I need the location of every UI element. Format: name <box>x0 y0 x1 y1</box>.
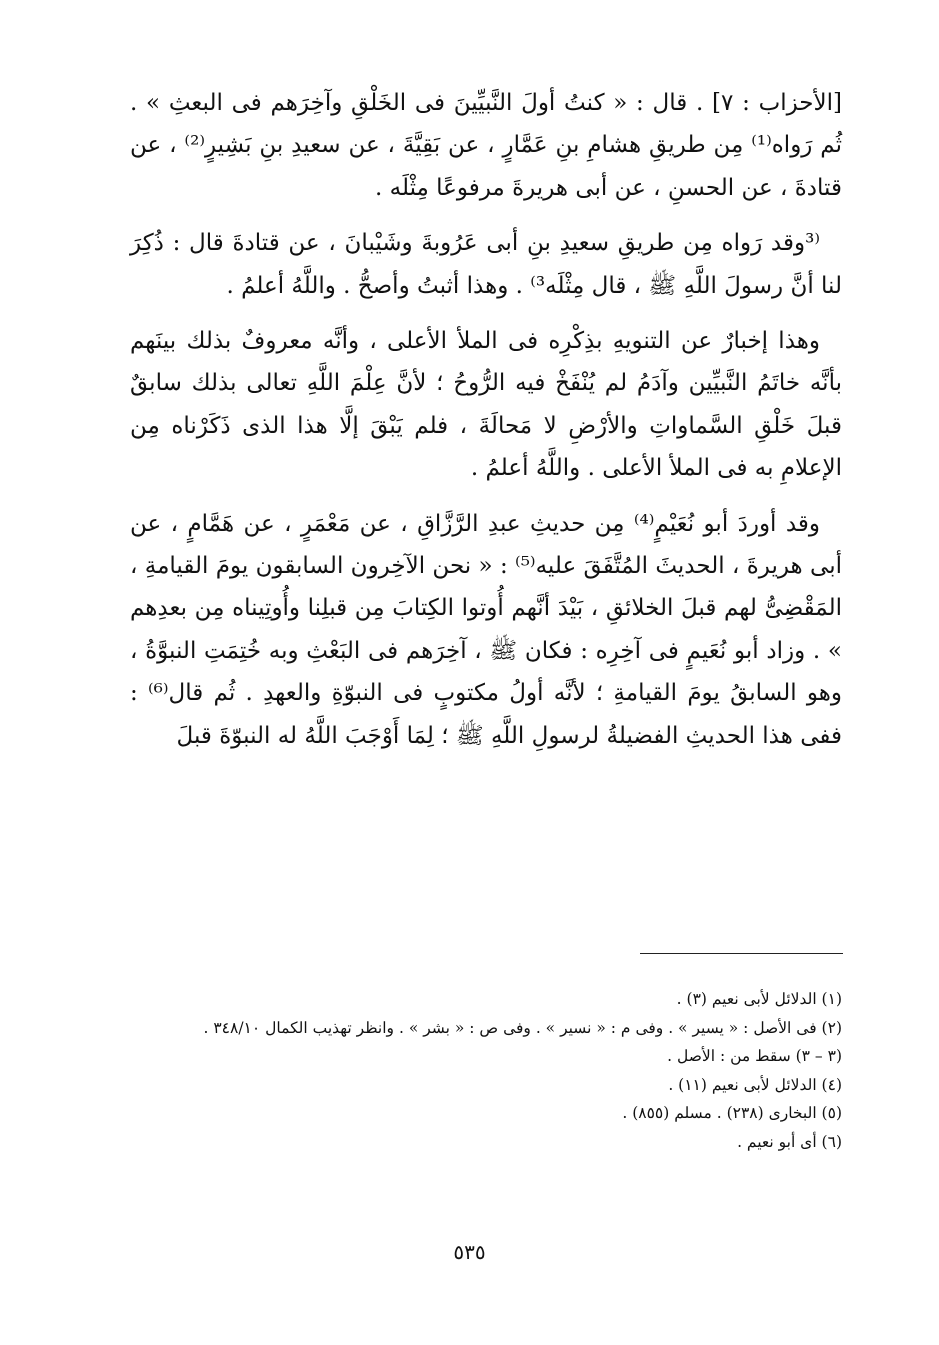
footnote: (١) الدلائل لأبى نعيم (٣) . <box>676 990 842 1008</box>
paragraph: وهذا إخبارٌ عن التنويهِ بذِكْرِه فى الملأ الأعلى ، وأنَّه معروفٌ بذلك بينَهم بأنَّه خاتَمُ النَّبيِّين وآدَمُ لم يُنْفَخْ فيه الرُّوحُ ؛ لأنَّ عِلْمَ اللَّهِ تعالى بذلك سابقٌ قبلَ خَلْقِ السَّماواتِ والأرْضِ لا مَحالَةَ ، فلم يَبْقَ إلَّا هذا الذى ذَكَرْناه مِن الإعلامِ به فى الملأ الأعلى . واللَّهُ أعلمُ . <box>130 328 842 482</box>
footnotes <box>130 985 842 1156</box>
paragraph: [الأحزاب : ٧] . قال : « كنتُ أولَ النَّبيِّينَ فى الخَلْقِ وآخِرَهم فى البعثِ » . ثُم رَواه⁽¹⁾ مِن طريقِ هشامِ بنِ عَمَّارٍ ، عن بَقِيَّةَ ، عن سعيدِ بنِ بَشِيرٍ⁽²⁾ ، عن قتادةَ ، عن الحسنِ ، عن أبى هريرةَ مرفوعًا مِثْلَه . <box>130 90 843 201</box>
footnote: (٢) فى الأصل : « يسير » . وفى م : « نسير » . وفى ص : « بشر » . وانظر تهذيب الكمال ٣٤٨/١٠ . <box>203 1018 842 1037</box>
footnote: (٥) البخارى (٢٣٨) . مسلم (٨٥٥) . <box>622 1104 842 1122</box>
footnote: (٦) أى أبو نعيم . <box>737 1132 842 1151</box>
footnote: (٣ – ٣) سقط من : الأصل . <box>667 1047 842 1065</box>
footnote: (٤) الدلائل لأبى نعيم (١١) . <box>668 1075 842 1094</box>
paragraph: وقد أوردَ أبو نُعَيْمٍ⁽⁴⁾ مِن حديثِ عبدِ الرَّزَّاقِ ، عن مَعْمَرٍ ، عن هَمَّامٍ ، عن أبى هريرةَ ، الحديثَ المُتَّفَقَ عليه⁽⁵⁾ : « نحن الآخِرون السابقون يومَ القيامةِ ، المَقْضِىُّ لهم قبلَ الخلائقِ ، بَيْدَ أنَّهم أُوتوا الكِتابَ مِن قبلِنا وأُوتِيناه مِن بعدِهم » . وزاد أبو نُعَيمٍ فى آخِرِه : فكان ﷺ ، آخِرَهم فى البَعْثِ وبه خُتِمَتِ النبوَّةُ ، وهو السابقُ يومَ القيامةِ ؛ لأنَّه أولُ مكتوبٍ فى النبوّةِ والعهدِ . ثُم قال⁽⁶⁾ : ففى هذا الحديثِ الفضيلةُ لرسولِ اللَّهِ ﷺ ؛ لِمَا أَوْجَبَ اللَّهُ له النبوّةَ قبلَ <box>130 510 842 749</box>
main-text <box>130 82 842 770</box>
paragraph: ⁽³وقد رَواه مِن طريقِ سعيدِ بنِ أبى عَرُوبةَ وشَيْبانَ ، عن قتادةَ قال : ذُكِرَ لنا أنَّ رسولَ اللَّهِ ﷺ ، قال مِثْلَه³⁾ . وهذا أثبتُ وأصحُّ . واللَّهُ أعلمُ . <box>130 230 842 299</box>
page-number: ٥٣٥ <box>453 1240 486 1264</box>
footnote-divider <box>640 953 843 954</box>
